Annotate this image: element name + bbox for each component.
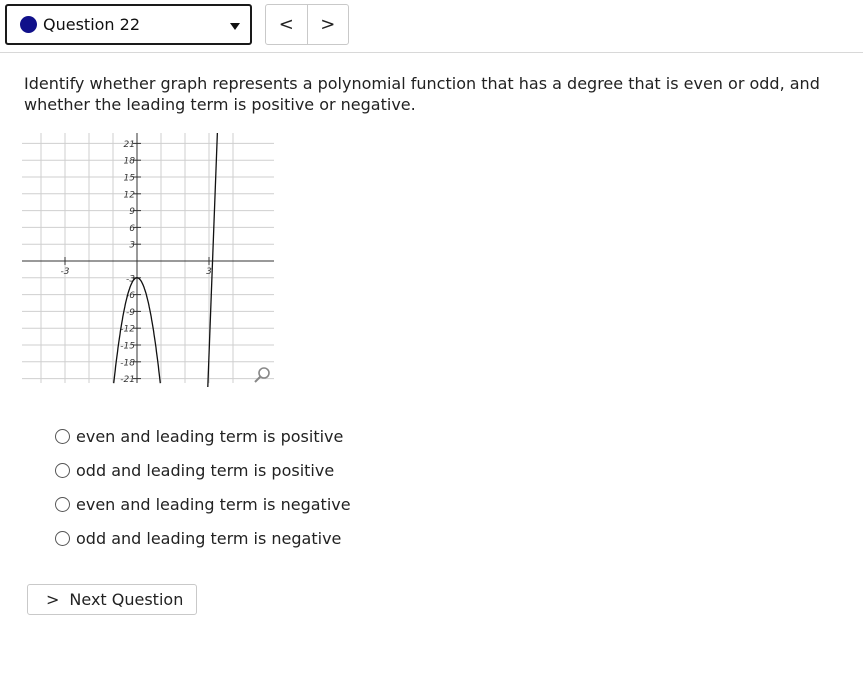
question-status-dot bbox=[20, 16, 37, 33]
x-tick-label: 3 bbox=[206, 267, 212, 277]
y-tick-label: 3 bbox=[129, 240, 135, 251]
question-selector[interactable] bbox=[5, 4, 252, 45]
question-selector-label: Question 22 bbox=[43, 15, 141, 34]
y-tick-label: -21 bbox=[120, 375, 135, 386]
next-question-button[interactable] bbox=[27, 584, 197, 615]
previous-question-button[interactable]: < bbox=[266, 5, 308, 44]
y-tick-label: 9 bbox=[129, 207, 135, 218]
y-tick-label: -12 bbox=[120, 324, 135, 335]
option-even-negative[interactable] bbox=[55, 487, 351, 521]
dropdown-arrow-icon bbox=[230, 23, 240, 30]
radio-button[interactable] bbox=[55, 429, 70, 444]
y-tick-label: -18 bbox=[120, 358, 135, 369]
magnifier-icon[interactable] bbox=[255, 368, 269, 382]
option-label: even and leading term is positive bbox=[76, 426, 344, 446]
option-even-positive[interactable] bbox=[55, 419, 351, 453]
polynomial-graph[interactable] bbox=[22, 133, 282, 393]
option-label: odd and leading term is positive bbox=[76, 460, 335, 480]
question-text: Identify whether graph represents a polynomial function that has a degree that is even or odd, and whether the leading term is positive or negative. bbox=[24, 74, 820, 114]
y-tick-label: -15 bbox=[120, 341, 135, 352]
y-tick-label: -3 bbox=[126, 274, 135, 285]
radio-button[interactable] bbox=[55, 497, 70, 512]
header-divider bbox=[0, 52, 863, 53]
option-odd-positive[interactable] bbox=[55, 453, 351, 487]
radio-button[interactable] bbox=[55, 531, 70, 546]
y-tick-label: -9 bbox=[126, 307, 135, 318]
y-tick-label: 15 bbox=[123, 173, 135, 184]
radio-button[interactable] bbox=[55, 463, 70, 478]
y-tick-label: 6 bbox=[129, 223, 135, 234]
question-nav bbox=[265, 4, 349, 45]
y-tick-label: 21 bbox=[123, 139, 135, 150]
x-tick-label: -3 bbox=[60, 267, 70, 277]
chevron-right-icon: > bbox=[46, 590, 60, 609]
next-question-arrow-button[interactable]: > bbox=[320, 14, 336, 35]
option-odd-negative[interactable] bbox=[55, 521, 351, 555]
graph-grid bbox=[22, 133, 274, 386]
y-tick-label: -6 bbox=[126, 291, 135, 302]
y-tick-label: 12 bbox=[123, 190, 135, 201]
y-tick-label: 18 bbox=[123, 156, 135, 167]
answer-options bbox=[55, 419, 351, 555]
option-label: odd and leading term is negative bbox=[76, 528, 342, 548]
option-label: even and leading term is negative bbox=[76, 494, 351, 514]
next-question-label: Next Question bbox=[69, 590, 184, 609]
